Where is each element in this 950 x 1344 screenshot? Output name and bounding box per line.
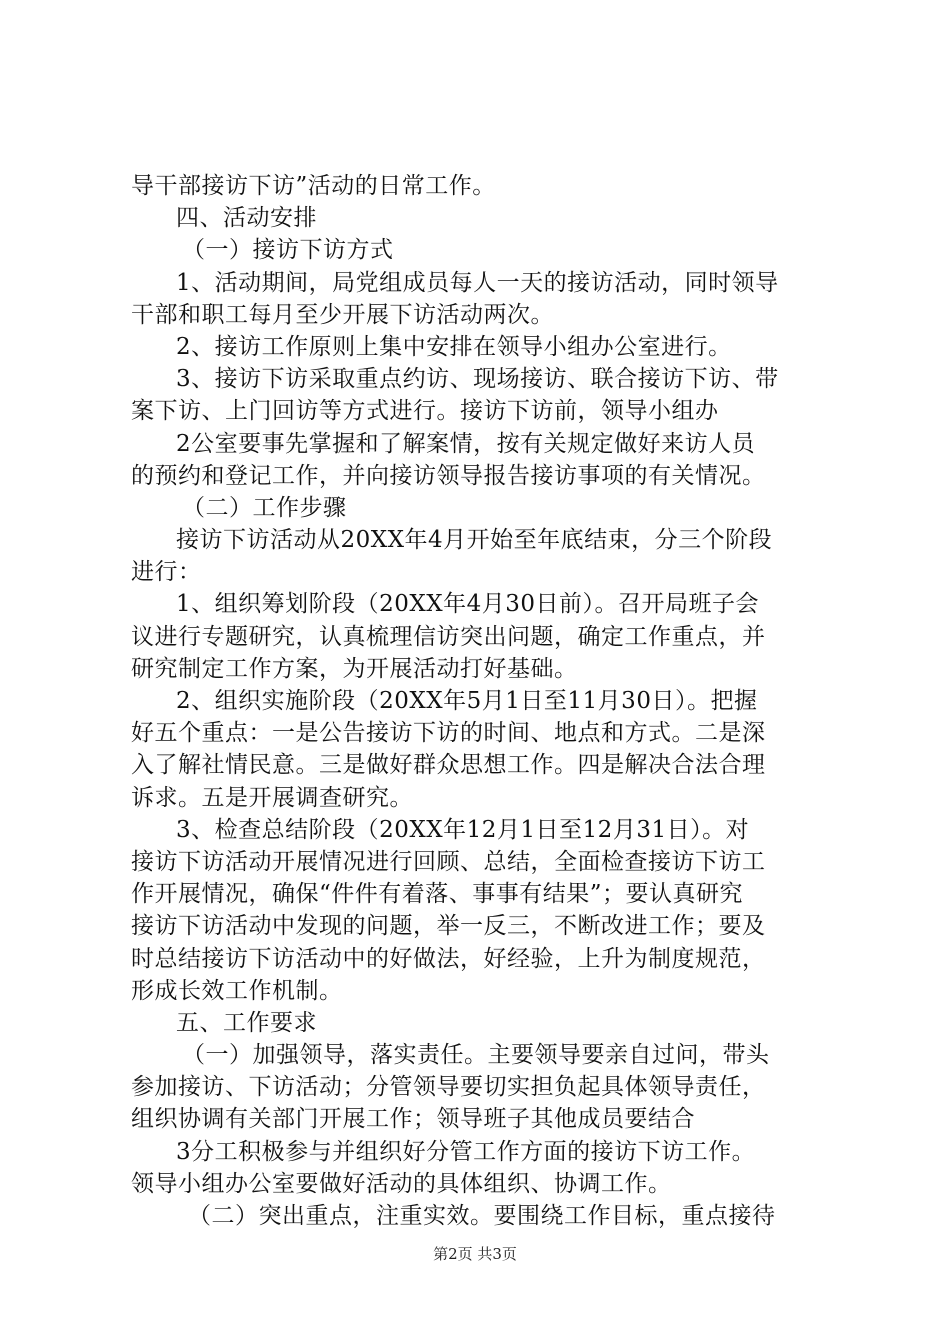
text-line: 2、组织实施阶段（20XX年5月1日至11月30日）。把握	[176, 688, 758, 714]
text-line: 议进行专题研究，认真梳理信访突出问题，确定工作重点，并	[131, 623, 766, 650]
text-line: 进行：	[131, 559, 202, 586]
text-line: 导干部接访下访”活动的日常工作。	[131, 173, 496, 199]
text-line: 入了解社情民意。三是做好群众思想工作。四是解决合法合理	[131, 752, 766, 779]
text-line: 组织协调有关部门开展工作；领导班子其他成员要结合	[131, 1106, 695, 1133]
text-line: 好五个重点：一是公告接访下访的时间、地点和方式。二是深	[131, 720, 766, 747]
text-line: 参加接访、下访活动；分管领导要切实担负起具体领导责任，	[131, 1074, 766, 1101]
text-line: 接访下访活动开展情况进行回顾、总结，全面检查接访下访工	[131, 848, 766, 875]
text-line: 干部和职工每月至少开展下访活动两次。	[131, 301, 554, 328]
text-line: 2、接访工作原则上集中安排在领导小组办公室进行。	[176, 333, 732, 360]
page-number-footer: 第2页 共3页	[433, 1245, 517, 1263]
text-line: 时总结接访下访活动中的好做法，好经验，上升为制度规范，	[131, 945, 766, 972]
text-line: 领导小组办公室要做好活动的具体组织、协调工作。	[131, 1170, 672, 1197]
subsection-heading: （二）工作步骤	[182, 494, 347, 521]
text-line: （二）突出重点，注重实效。要围绕工作目标，重点接待	[188, 1203, 776, 1229]
subsection-heading: （一）接访下访方式	[182, 237, 394, 264]
document-body	[0, 170, 950, 1232]
text-line: （一）加强领导，落实责任。主要领导要亲自过问，带头	[182, 1042, 770, 1069]
text-line: 的预约和登记工作，并向接访领导报告接访事项的有关情况。	[131, 462, 766, 489]
text-line: 3分工积极参与并组织好分管工作方面的接访下访工作。	[176, 1138, 756, 1165]
text-line: 作开展情况，确保“件件有着落、事事有结果”；要认真研究	[131, 881, 744, 908]
text-line: 3、检查总结阶段（20XX年12月1日至12月31日）。对	[176, 816, 750, 843]
section-heading: 五、工作要求	[176, 1009, 317, 1036]
text-line: 接访下访活动中发现的问题，举一反三，不断改进工作；要及	[131, 913, 766, 940]
text-line: 2公室要事先掌握和了解案情，按有关规定做好来访人员	[176, 430, 756, 457]
text-line: 接访下访活动从20XX年4月开始至年底结束，分三个阶段	[176, 527, 773, 554]
text-line: 1、活动期间，局党组成员每人一天的接访活动，同时领导	[176, 269, 779, 296]
text-line: 诉求。五是开展调查研究。	[131, 784, 413, 811]
text-line: 研究制定工作方案，为开展活动打好基础。	[131, 655, 578, 682]
text-line: 案下访、上门回访等方式进行。接访下访前，领导小组办	[131, 398, 719, 425]
section-heading: 四、活动安排	[176, 205, 317, 232]
text-line: 3、接访下访采取重点约访、现场接访、联合接访下访、带	[176, 366, 779, 393]
text-line: 形成长效工作机制。	[131, 977, 343, 1004]
text-line: 1、组织筹划阶段（20XX年4月30日前）。召开局班子会	[176, 591, 760, 618]
